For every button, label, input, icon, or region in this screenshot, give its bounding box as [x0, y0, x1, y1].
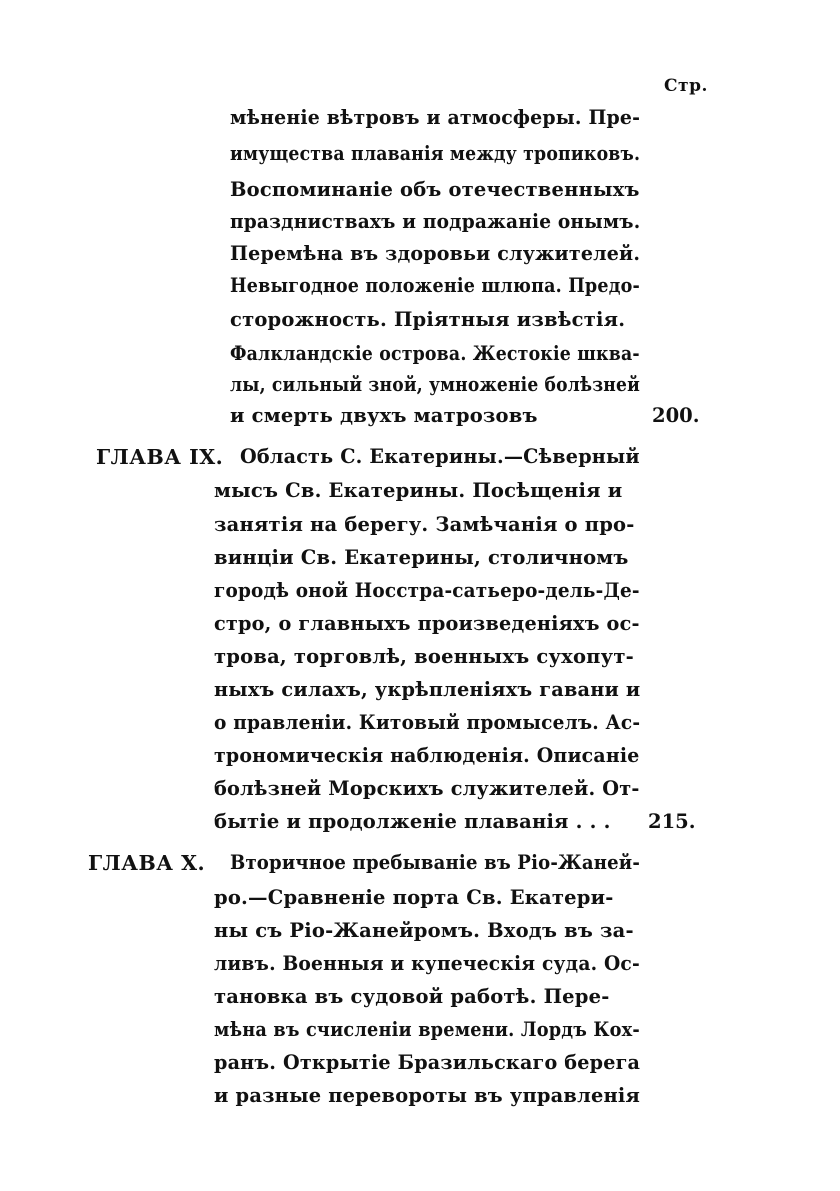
text-line: тановка въ судовой работѣ. Пере-	[214, 985, 610, 1008]
text-line: городѣ оной Носстра-сатьеро-дель-Де-	[214, 579, 640, 602]
text-line: трова, торговлѣ, военныхъ сухопут-	[214, 645, 634, 668]
text-line: о правленіи. Китовый промыселъ. Ас-	[214, 711, 641, 734]
text-line: болѣзней Морскихъ служителей. От-	[214, 777, 640, 800]
text-line: бытіе и продолженіе плаванія . . .	[214, 810, 611, 833]
text-line: и разные перевороты въ управленія	[214, 1084, 641, 1107]
text-line: стро, о главныхъ произведеніяхъ ос-	[214, 612, 640, 635]
text-line: винціи Св. Екатерины, столичномъ	[214, 546, 629, 569]
page-number: 215.	[648, 810, 696, 833]
text-line: Невыгодное положеніе шлюпа. Предо-	[230, 274, 640, 297]
text-line: трономическія наблюденія. Описаніе	[214, 744, 640, 767]
text-line: мѣненіе вѣтровъ и атмосферы. Пре-	[230, 106, 641, 129]
chapter-heading: ГЛАВА IX.	[96, 445, 224, 469]
text-line: ранъ. Открытіе Бразильскаго берега	[214, 1051, 641, 1074]
text-line: и смерть двухъ матрозовъ	[230, 404, 538, 427]
text-line: мысъ Св. Екатерины. Посѣщенія и	[214, 479, 623, 502]
text-line: лы, сильный зной, умноженіе болѣзней	[230, 373, 640, 396]
page-column-label: Стр.	[664, 76, 708, 96]
text-line: праздниствахъ и подражаніе онымъ.	[230, 210, 641, 233]
text-line: Фалкландскіе острова. Жестокіе шква-	[230, 342, 640, 365]
text-line: имущества плаванія между тропиковъ.	[230, 142, 641, 165]
text-line: Вторичное пребываніе въ Ріо-Жаней-	[230, 851, 641, 874]
text-line: ливъ. Военныя и купеческія суда. Ос-	[214, 952, 640, 975]
text-line: Воспоминаніе объ отечественныхъ	[230, 178, 640, 201]
text-line: ны съ Ріо-Жанейромъ. Входъ въ за-	[214, 919, 634, 942]
text-line: Перемѣна въ здоровьи служителей.	[230, 242, 641, 265]
text-line: ро.—Сравненіе порта Св. Екатери-	[214, 886, 614, 909]
text-line: мѣна въ счисленіи времени. Лордъ Кох-	[214, 1018, 640, 1041]
text-line: Область С. Екатерины.—Сѣверный	[240, 445, 640, 468]
text-line: сторожность. Пріятныя извѣстія.	[230, 308, 626, 331]
text-line: занятія на берегу. Замѣчанія о про-	[214, 513, 635, 536]
text-line: ныхъ силахъ, укрѣпленіяхъ гавани и	[214, 678, 641, 701]
page-number: 200.	[652, 404, 700, 427]
chapter-heading: ГЛАВА X.	[88, 851, 206, 875]
